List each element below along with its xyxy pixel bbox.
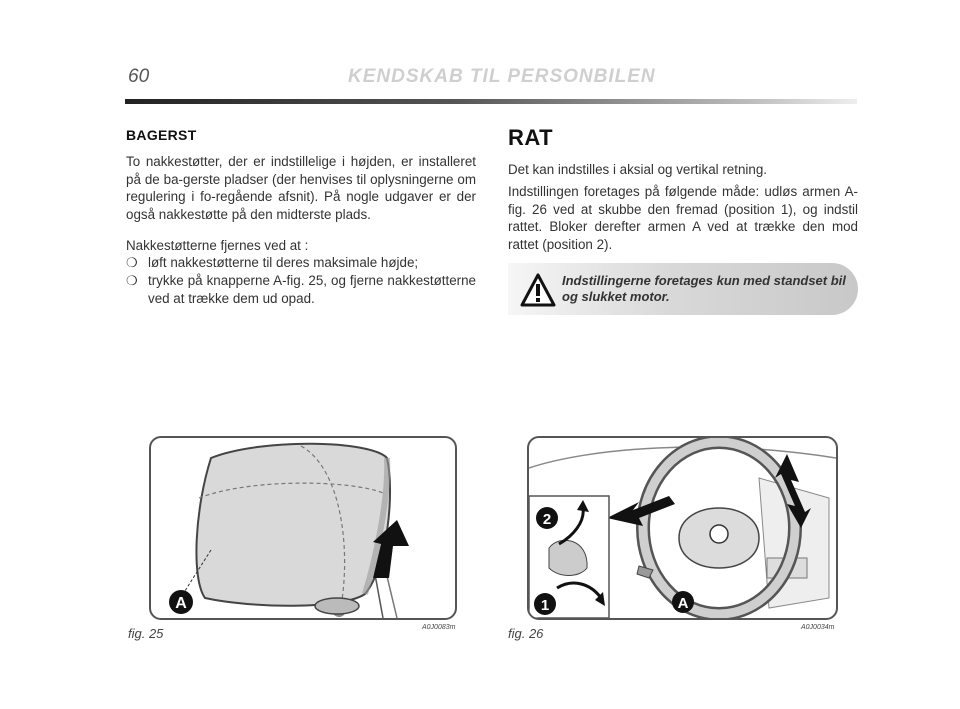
- figure-label: A: [175, 595, 187, 612]
- removal-intro: Nakkestøtterne fjernes ved at :: [126, 238, 309, 253]
- figure-label: 1: [540, 597, 550, 614]
- figure-steering-wheel: [527, 436, 838, 620]
- warning-text: Indstillingerne foretages kun med standset bil og slukket motor.: [562, 273, 846, 304]
- section-title-rat: RAT: [508, 125, 554, 150]
- header-rule: [125, 99, 857, 104]
- figure-caption: fig. 25: [128, 626, 164, 641]
- figure-label: A: [677, 595, 689, 612]
- bullet-icon: ❍: [126, 273, 138, 288]
- chapter-title: KENDSKAB TIL PERSONBILEN: [348, 66, 656, 87]
- section-title-bagerst: BAGERST: [126, 127, 197, 143]
- rat-paragraph-1: Det kan indstilles i aksial og vertikal retning.: [508, 162, 768, 177]
- steering-wheel-illustration: [529, 438, 836, 618]
- page-number: 60: [128, 66, 150, 87]
- figure-headrest: [149, 436, 457, 620]
- bullet-text: løft nakkestøtterne til deres maksimale højde;: [148, 255, 419, 270]
- bullet-item: [126, 272, 476, 308]
- headrest-illustration: [151, 438, 455, 618]
- warning-box: [508, 263, 858, 315]
- bullet-text: trykke på knapperne A-fig. 25, og fjerne nakkestøtterne ved at trække dem ud opad.: [148, 273, 476, 306]
- warning-triangle-icon: [520, 273, 556, 307]
- rat-paragraph-2: Indstillingen foretages på følgende måde: udløs armen A-fig. 26 ved at skubbe den fremad (position 1), og indstil rattet. Bloker derefter armen A ved at trække den mod rattet (position 2).: [508, 184, 858, 252]
- figure-caption: fig. 26: [508, 626, 544, 641]
- figure-code: A0J0083m: [422, 624, 456, 631]
- figure-code: A0J0034m: [801, 624, 835, 631]
- bullet-item: [126, 254, 476, 272]
- figure-label: 2: [542, 511, 552, 528]
- bullet-icon: ❍: [126, 255, 138, 270]
- bagerst-paragraph: To nakkestøtter, der er indstillelige i højden, er installeret på de ba-gerste pladser (der henvises til oplysningerne om regulering i fo-regående afsnit). På nogle udgaver er der også nakkestøtte på den midterste plads.: [126, 154, 476, 222]
